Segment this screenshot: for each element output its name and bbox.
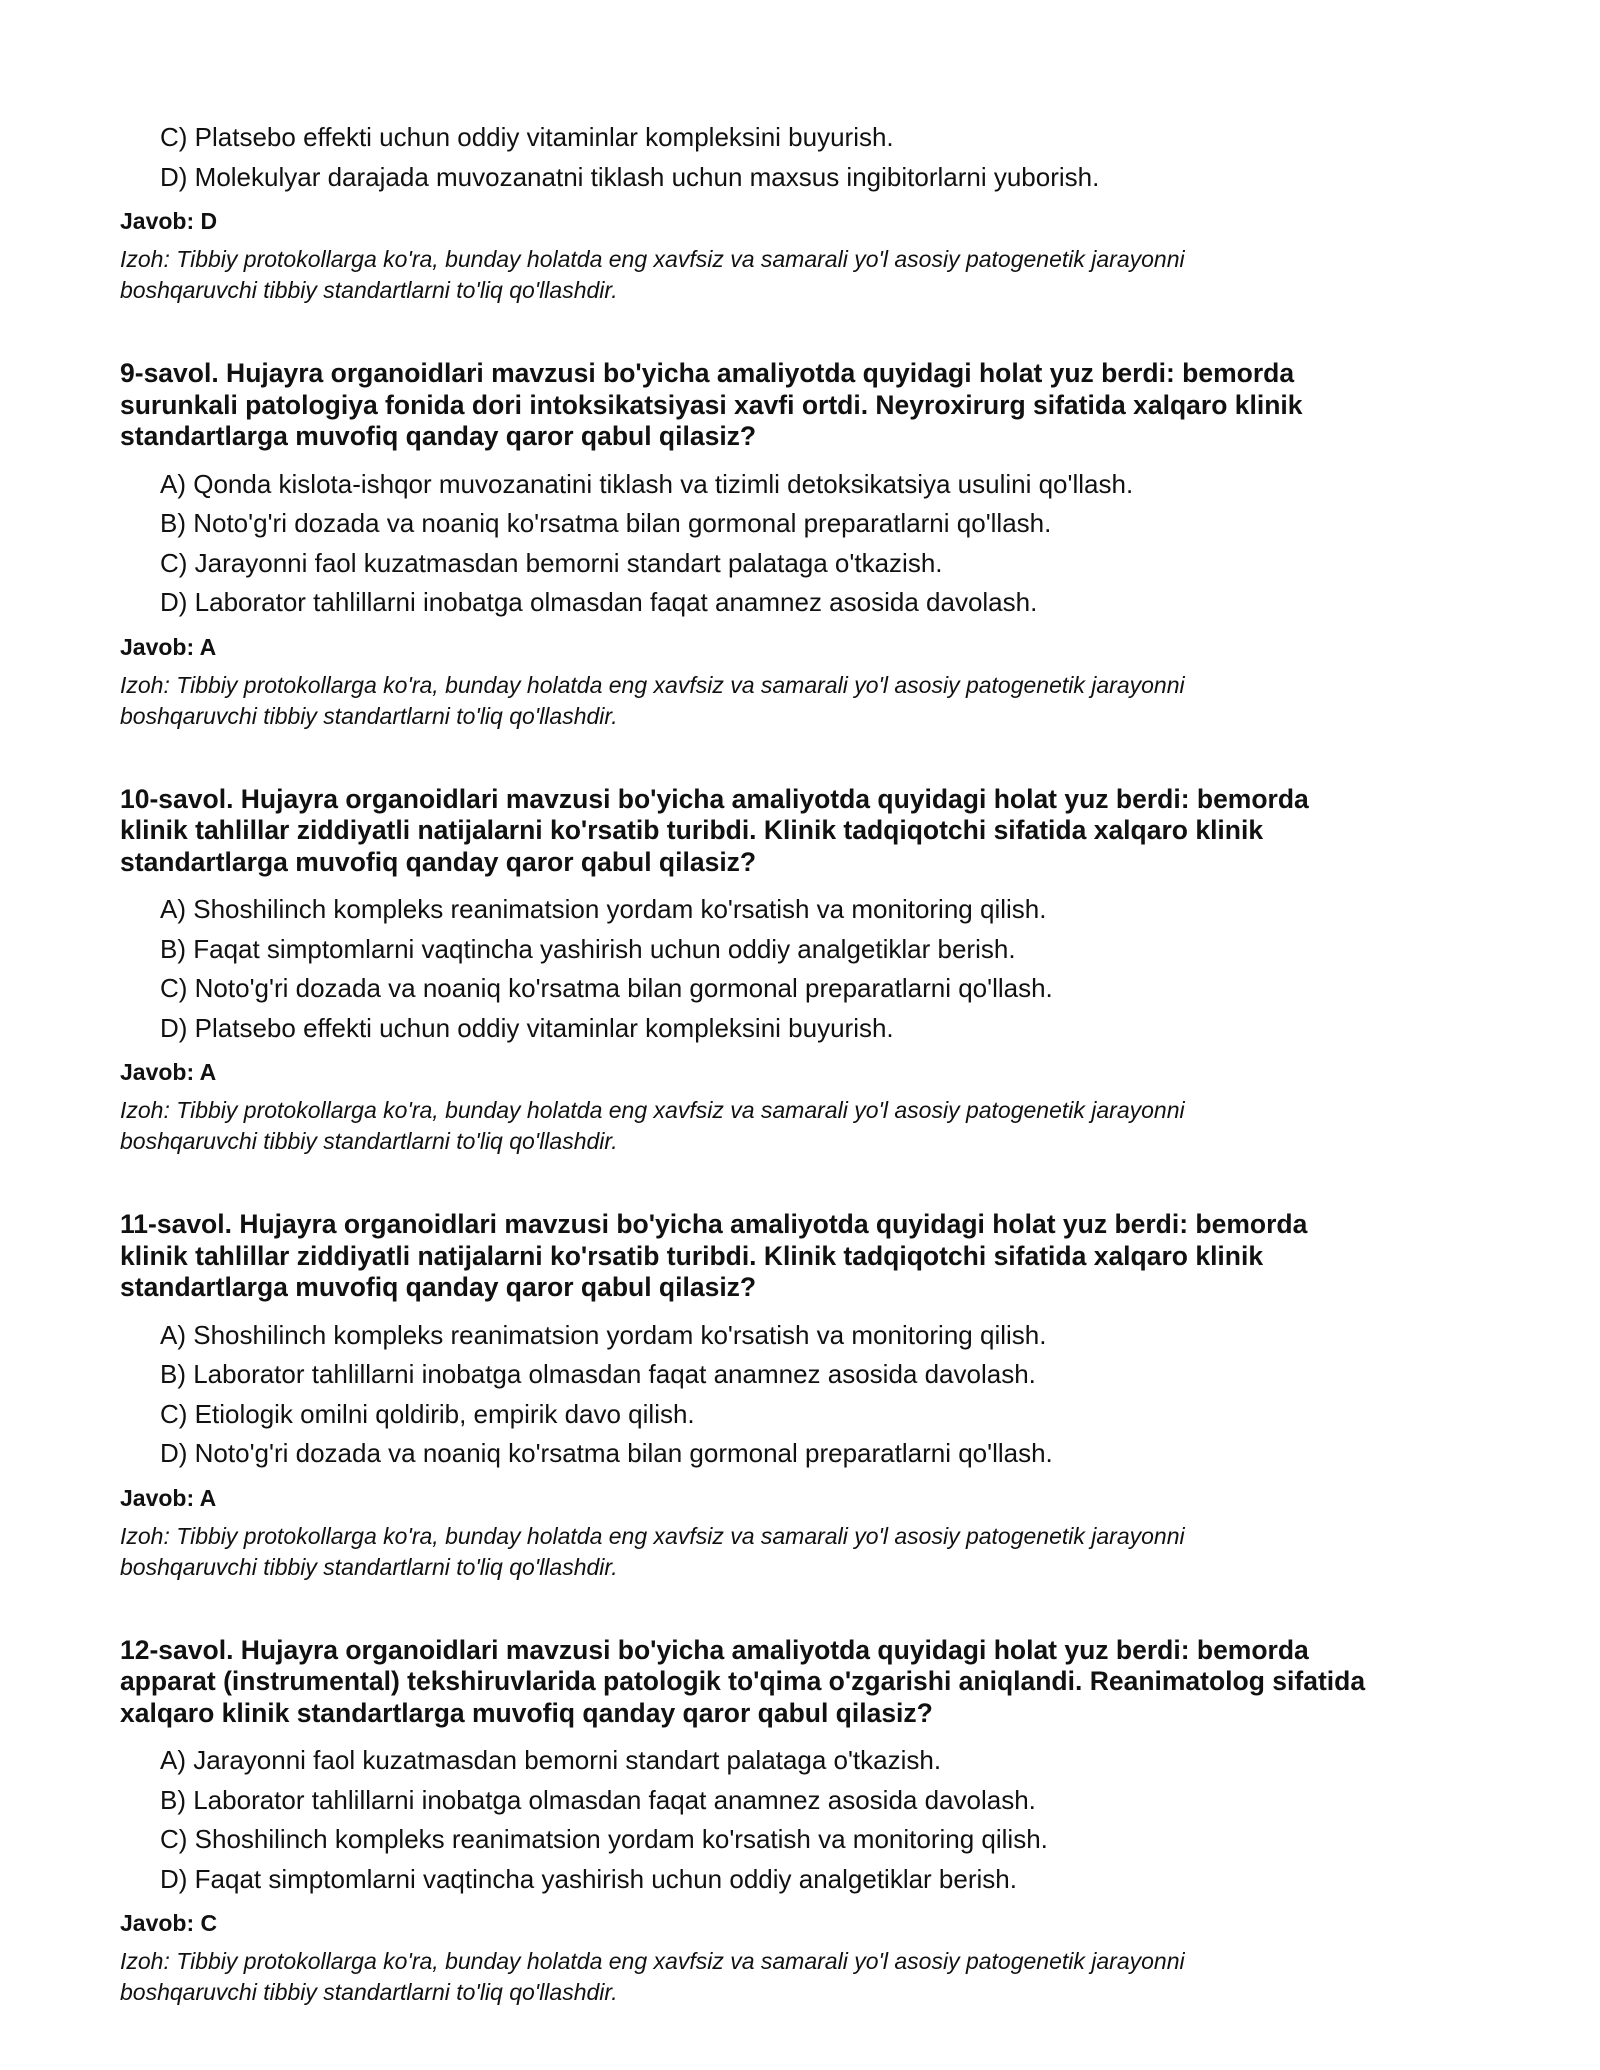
question-line: surunkali patologiya fonida dori intoksikatsiyasi xavfi ortdi. Neyroxirurg sifatida xalqaro klinik bbox=[120, 389, 1303, 420]
explanation-line: boshqaruvchi tibbiy standartlarni to'liq qo'llashdir. bbox=[120, 1128, 618, 1154]
answer-options bbox=[120, 118, 1500, 197]
answer-option-d: D) Laborator tahlillarni inobatga olmasdan faqat anamnez asosida davolash. bbox=[160, 587, 1038, 617]
explanation-line: boshqaruvchi tibbiy standartlarni to'liq qo'llashdir. bbox=[120, 702, 618, 729]
explanation-note bbox=[120, 670, 1500, 732]
answer-option-b: B) Faqat simptomlarni vaqtincha yashirish uchun oddiy analgetiklar berish. bbox=[160, 933, 1016, 964]
answer-option-c: C) Shoshilinch kompleks reanimatsion yordam ko'rsatish va monitoring qilish. bbox=[160, 1824, 1048, 1854]
question-line: klinik tahlillar ziddiyatli natijalarni ko'rsatib turibdi. Klinik tadqiqotchi sifatida xalqaro klinik bbox=[120, 815, 1264, 845]
answer-option-d: D) Faqat simptomlarni vaqtincha yashirish uchun oddiy analgetiklar berish. bbox=[160, 1863, 1017, 1894]
question-9 bbox=[120, 358, 1500, 732]
correct-answer: Javob: C bbox=[120, 1910, 218, 1936]
answer-option-c: C) Noto'g'ri dozada va noaniq ko'rsatma bilan gormonal preparatlarni qo'llash. bbox=[160, 973, 1053, 1003]
answer-option-b: B) Noto'g'ri dozada va noaniq ko'rsatma bilan gormonal preparatlarni qo'llash. bbox=[160, 508, 1052, 538]
question-10 bbox=[120, 784, 1500, 1158]
question-line: standartlarga muvofiq qanday qaror qabul qilasiz? bbox=[120, 846, 757, 877]
question-text bbox=[120, 358, 1500, 453]
explanation-line: Izoh: Tibbiy protokollarga ko'ra, bunday holatda eng xavfsiz va samarali yo'l asosiy patogenetik jarayonni bbox=[120, 1097, 1185, 1123]
explanation-note bbox=[120, 1521, 1500, 1583]
answer-option-a: A) Jarayonni faol kuzatmasdan bemorni standart palataga o'tkazish. bbox=[160, 1745, 942, 1775]
answer-option-a: A) Qonda kislota-ishqor muvozanatini tiklash va tizimli detoksikatsiya usulini qo'llash. bbox=[160, 468, 1134, 499]
question-text bbox=[120, 784, 1500, 879]
question-line: standartlarga muvofiq qanday qaror qabul qilasiz? bbox=[120, 1272, 757, 1302]
correct-answer: Javob: A bbox=[120, 1059, 217, 1085]
explanation-note bbox=[120, 1946, 1500, 2008]
explanation-note bbox=[120, 1095, 1500, 1157]
answer-option-c: C) Platsebo effekti uchun oddiy vitaminlar kompleksini buyurish. bbox=[160, 122, 894, 152]
answer-option-b: B) Laborator tahlillarni inobatga olmasdan faqat anamnez asosida davolash. bbox=[160, 1359, 1036, 1389]
answer-option-b: B) Laborator tahlillarni inobatga olmasdan faqat anamnez asosida davolash. bbox=[160, 1784, 1036, 1815]
explanation-line: boshqaruvchi tibbiy standartlarni to'liq qo'llashdir. bbox=[120, 277, 618, 303]
explanation-line: Izoh: Tibbiy protokollarga ko'ra, bunday holatda eng xavfsiz va samarali yo'l asosiy patogenetik jarayonni bbox=[120, 246, 1185, 272]
answer-options bbox=[120, 465, 1500, 623]
answer-option-c: C) Jarayonni faol kuzatmasdan bemorni standart palataga o'tkazish. bbox=[160, 547, 943, 578]
question-line: xalqaro klinik standartlarga muvofiq qanday qaror qabul qilasiz? bbox=[120, 1697, 933, 1728]
explanation-line: Izoh: Tibbiy protokollarga ko'ra, bunday holatda eng xavfsiz va samarali yo'l asosiy patogenetik jarayonni bbox=[120, 1522, 1185, 1549]
answer-option-d: D) Platsebo effekti uchun oddiy vitaminlar kompleksini buyurish. bbox=[160, 1012, 894, 1043]
document-page bbox=[120, 118, 1500, 2008]
question-line: apparat (instrumental) tekshiruvlarida patologik to'qima o'zgarishi aniqlandi. Reanimatolog sifatida bbox=[120, 1666, 1366, 1696]
question-line: standartlarga muvofiq qanday qaror qabul qilasiz? bbox=[120, 421, 757, 451]
answer-option-d: D) Molekulyar darajada muvozanatni tiklash uchun maxsus ingibitorlarni yuborish. bbox=[160, 161, 1100, 192]
question-11 bbox=[120, 1209, 1500, 1583]
question-text bbox=[120, 1209, 1500, 1304]
previous-question-continuation bbox=[120, 118, 1500, 306]
answer-options bbox=[120, 1316, 1500, 1474]
explanation-line: Izoh: Tibbiy protokollarga ko'ra, bunday holatda eng xavfsiz va samarali yo'l asosiy patogenetik jarayonni bbox=[120, 1948, 1185, 1974]
correct-answer: Javob: D bbox=[120, 208, 218, 234]
answer-options bbox=[120, 890, 1500, 1048]
explanation-line: Izoh: Tibbiy protokollarga ko'ra, bunday holatda eng xavfsiz va samarali yo'l asosiy patogenetik jarayonni bbox=[120, 671, 1185, 698]
answer-option-c: C) Etiologik omilni qoldirib, empirik davo qilish. bbox=[160, 1398, 695, 1429]
answer-option-a: A) Shoshilinch kompleks reanimatsion yordam ko'rsatish va monitoring qilish. bbox=[160, 1319, 1047, 1350]
question-line: 12-savol. Hujayra organoidlari mavzusi bo'yicha amaliyotda quyidagi holat yuz berdi: bemorda bbox=[120, 1634, 1309, 1665]
answer-options bbox=[120, 1741, 1500, 1899]
answer-option-d: D) Noto'g'ri dozada va noaniq ko'rsatma bilan gormonal preparatlarni qo'llash. bbox=[160, 1438, 1053, 1468]
explanation-line: boshqaruvchi tibbiy standartlarni to'liq qo'llashdir. bbox=[120, 1979, 618, 2005]
correct-answer: Javob: A bbox=[120, 633, 217, 660]
answer-option-a: A) Shoshilinch kompleks reanimatsion yordam ko'rsatish va monitoring qilish. bbox=[160, 894, 1047, 924]
question-line: 11-savol. Hujayra organoidlari mavzusi bo'yicha amaliyotda quyidagi holat yuz berdi: bemorda bbox=[120, 1209, 1308, 1239]
correct-answer: Javob: A bbox=[120, 1484, 217, 1511]
explanation-line: boshqaruvchi tibbiy standartlarni to'liq qo'llashdir. bbox=[120, 1553, 618, 1580]
question-line: 9-savol. Hujayra organoidlari mavzusi bo'yicha amaliyotda quyidagi holat yuz berdi: bemorda bbox=[120, 358, 1295, 388]
question-12 bbox=[120, 1635, 1500, 2009]
question-line: klinik tahlillar ziddiyatli natijalarni ko'rsatib turibdi. Klinik tadqiqotchi sifatida xalqaro klinik bbox=[120, 1240, 1264, 1271]
question-line: 10-savol. Hujayra organoidlari mavzusi bo'yicha amaliyotda quyidagi holat yuz berdi: bemorda bbox=[120, 783, 1309, 814]
explanation-note bbox=[120, 244, 1500, 306]
question-text bbox=[120, 1635, 1500, 1730]
